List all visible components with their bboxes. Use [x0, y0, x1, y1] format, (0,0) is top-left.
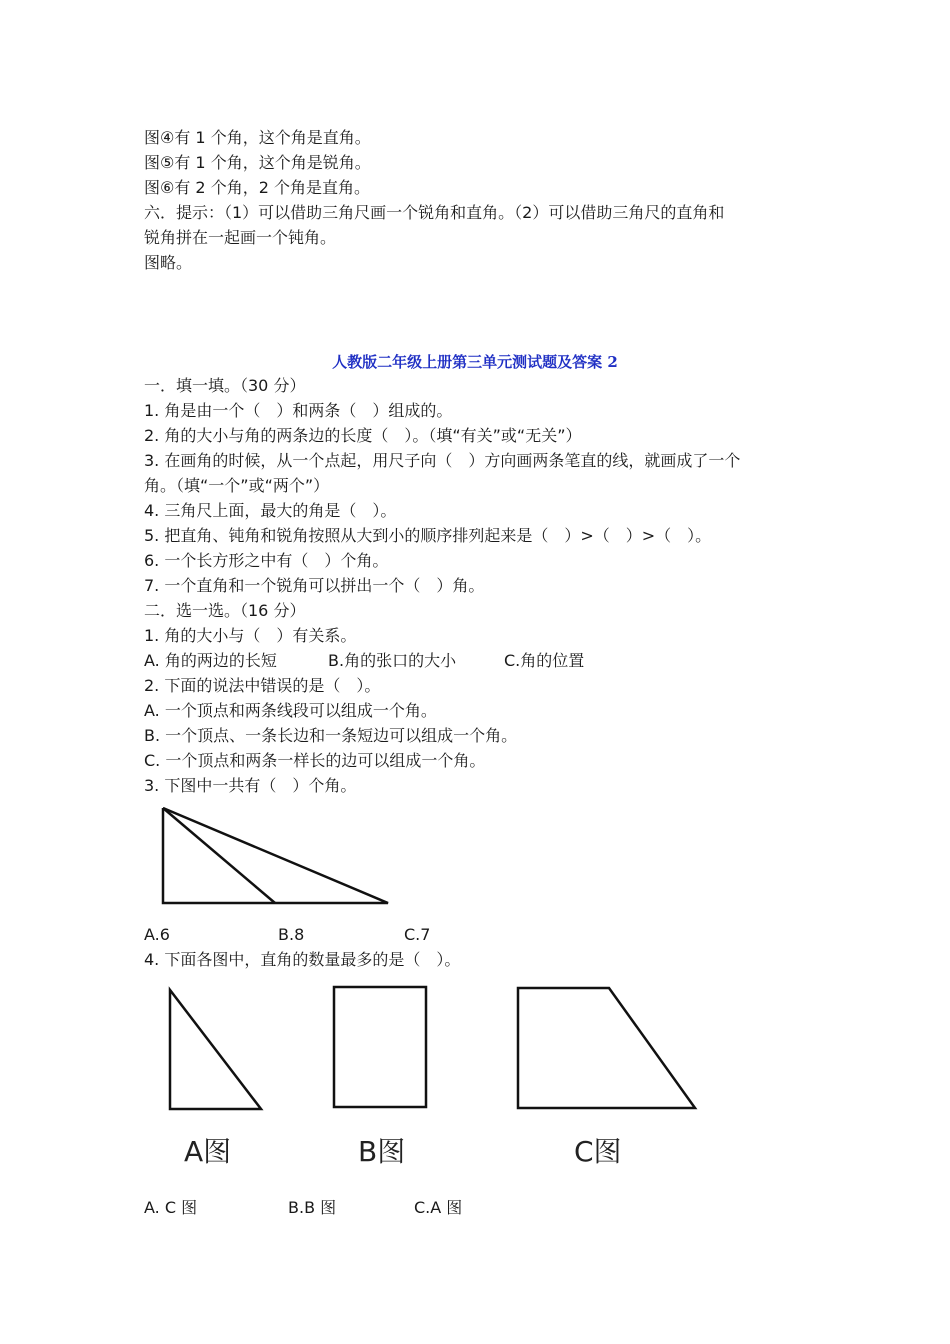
q3-option-a: A.6 — [144, 925, 170, 944]
q4-figure-c-trapezoid — [515, 985, 699, 1113]
answer-line-6: 图略。 — [144, 253, 193, 272]
answer-line-2: 图⑤有 1 个角，这个角是锐角。 — [144, 153, 371, 172]
q2-option-a: A. 一个顶点和两条线段可以组成一个角。 — [144, 701, 437, 720]
section2-q2: 2. 下面的说法中错误的是（ ）。 — [144, 676, 381, 695]
q1-option-c: C.角的位置 — [504, 651, 585, 670]
section1-q3-cont: 角。（填“一个”或“两个”） — [144, 476, 330, 495]
section1-heading: 一．填一填。（30 分） — [144, 376, 306, 395]
q1-option-a: A. 角的两边的长短 — [144, 651, 277, 670]
section1-q6: 6. 一个长方形之中有（ ）个角。 — [144, 551, 389, 570]
q2-option-c: C. 一个顶点和两条一样长的边可以组成一个角。 — [144, 751, 486, 770]
answer-line-1: 图④有 1 个角，这个角是直角。 — [144, 128, 371, 147]
q4-figure-b-label: B图 — [358, 1135, 406, 1168]
q4-option-a: A. C 图 — [144, 1198, 198, 1217]
section1-q3: 3. 在画角的时候，从一个点起，用尺子向（ ）方向画两条笔直的线，就画成了一个 — [144, 451, 741, 470]
section2-q4: 4. 下面各图中，直角的数量最多的是（ ）。 — [144, 950, 461, 969]
q4-figure-c-label: C图 — [574, 1135, 622, 1168]
q4-figure-b-rectangle — [331, 984, 429, 1112]
q3-triangle-outline — [163, 808, 388, 903]
answer-line-3: 图⑥有 2 个角，2 个角是直角。 — [144, 178, 370, 197]
q3-triangle-figure — [158, 805, 394, 909]
q2-option-b: B. 一个顶点、一条长边和一条短边可以组成一个角。 — [144, 726, 518, 745]
q4-option-c: C.A 图 — [414, 1198, 463, 1217]
section2-heading: 二．选一选。（16 分） — [144, 601, 306, 620]
q3-inner-line — [163, 808, 275, 903]
document-title: 人教版二年级上册第三单元测试题及答案 2 — [332, 353, 618, 371]
q4-figure-a-triangle — [166, 986, 266, 1114]
q3-option-c: C.7 — [404, 925, 431, 944]
section1-q7: 7. 一个直角和一个锐角可以拼出一个（ ）角。 — [144, 576, 485, 595]
answer-line-4: 六．提示：（1）可以借助三角尺画一个锐角和直角。（2）可以借助三角尺的直角和 — [144, 203, 725, 222]
q3-option-b: B.8 — [278, 925, 305, 944]
section2-q1: 1. 角的大小与（ ）有关系。 — [144, 626, 357, 645]
q4-figure-a-label: A图 — [184, 1135, 232, 1168]
answer-line-5: 锐角拼在一起画一个钝角。 — [144, 228, 337, 247]
section1-q4: 4. 三角尺上面，最大的角是（ ）。 — [144, 501, 397, 520]
section1-q1: 1. 角是由一个（ ）和两条（ ）组成的。 — [144, 401, 453, 420]
q4-option-b: B.B 图 — [288, 1198, 337, 1217]
section1-q2: 2. 角的大小与角的两条边的长度（ ）。（填“有关”或“无关”） — [144, 426, 582, 445]
section1-q5: 5. 把直角、钝角和锐角按照从大到小的顺序排列起来是（ ）>（ ）>（ ）。 — [144, 526, 712, 545]
q1-option-b: B.角的张口的大小 — [328, 651, 457, 670]
section2-q3: 3. 下图中一共有（ ）个角。 — [144, 776, 357, 795]
